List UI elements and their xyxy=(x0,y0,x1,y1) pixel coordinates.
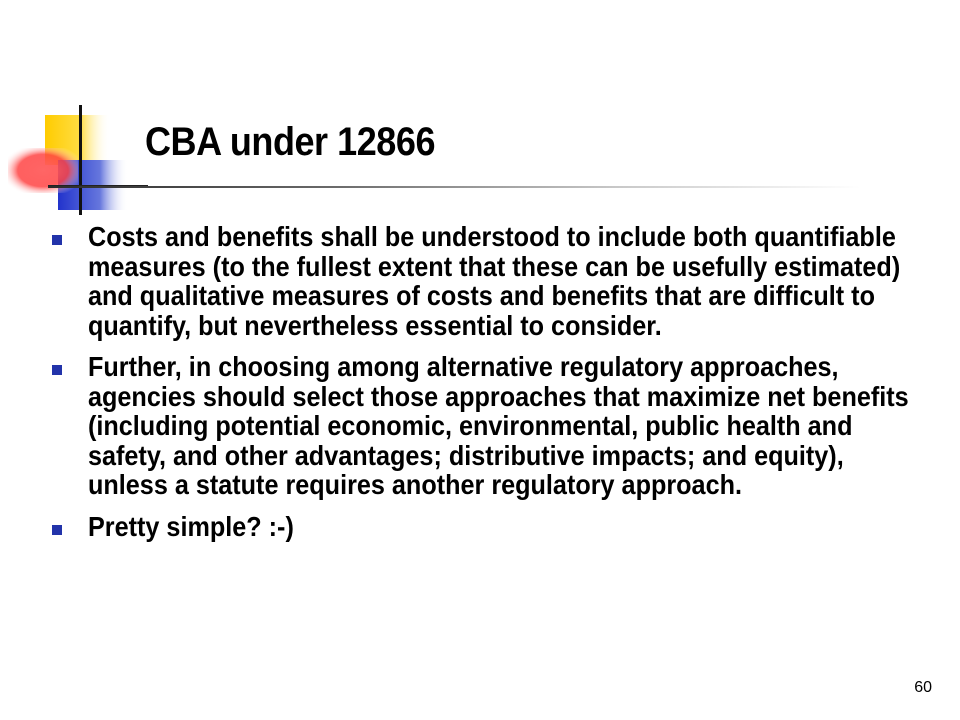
bullet-list xyxy=(48,222,948,553)
bullet-text-3: Pretty simple? :-) xyxy=(88,510,294,542)
title-divider xyxy=(48,186,860,188)
bullet-text-2: Further, in choosing among alternative regulatory approaches, agencies should select those approaches that maximize net benefits (including potential economic, environmental, public health and safety, and other advantages; distributive impacts; and equity), unless a statute requires another regulatory approach. xyxy=(88,351,909,500)
square-bullet-icon xyxy=(52,525,62,535)
slide-title: CBA under 12866 xyxy=(145,120,436,164)
overlapping-squares-logo xyxy=(0,0,150,230)
bullet-item-2 xyxy=(48,352,948,500)
bullet-text-1: Costs and benefits shall be understood to include both quantifiable measures (to the fullest extent that these can be usefully estimated) and qualitative measures of costs and benefits that are difficult to quantify, but nevertheless essential to consider. xyxy=(88,221,901,341)
square-bullet-icon xyxy=(52,235,62,245)
logo-vertical-line xyxy=(79,105,82,215)
page-number: 60 xyxy=(914,679,932,696)
bullet-item-1 xyxy=(48,222,948,340)
bullet-item-3 xyxy=(48,512,948,542)
square-bullet-icon xyxy=(52,365,62,375)
